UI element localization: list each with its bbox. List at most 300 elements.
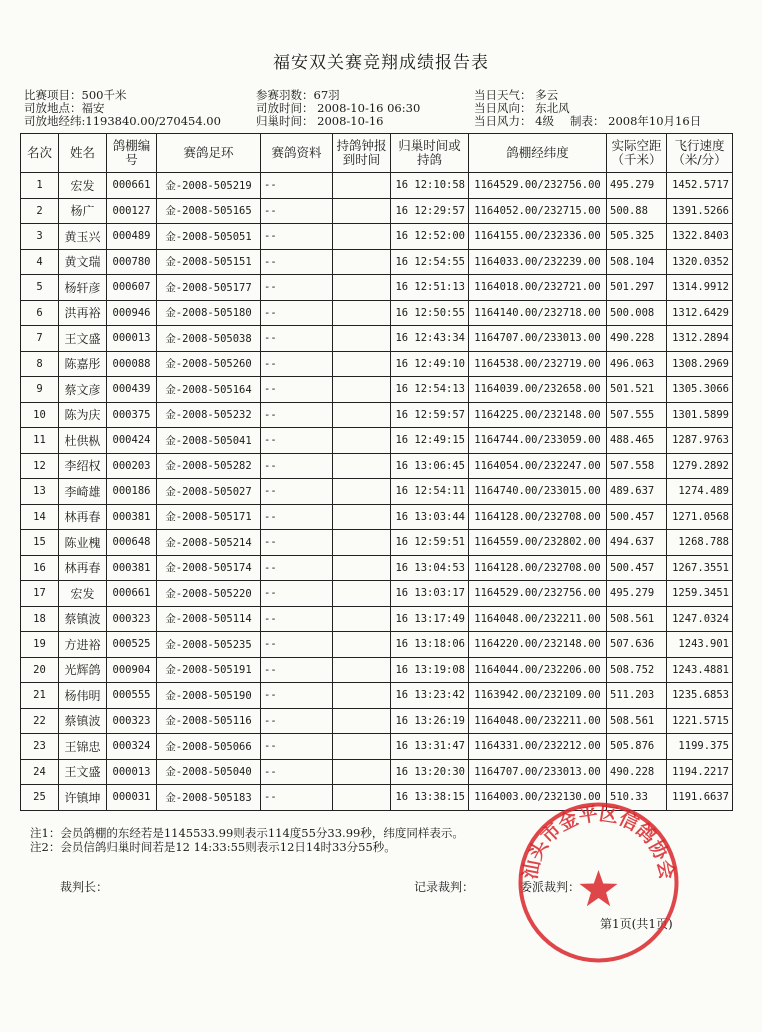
coordinates-cell: 1164018.00/232721.00 xyxy=(469,275,607,301)
distance-cell: 505.876 xyxy=(607,734,667,760)
speed-cell: 1221.5715 xyxy=(667,708,733,734)
coordinates-cell: 1164128.00/232708.00 xyxy=(469,504,607,530)
table-header-row xyxy=(21,134,733,173)
ring-cell: 金-2008-505235 xyxy=(157,632,261,658)
return-date: 归巢时间： 2008-10-16 xyxy=(256,114,384,128)
return-time-cell: 16 13:38:15 xyxy=(391,785,469,811)
return-time-cell: 16 12:49:10 xyxy=(391,351,469,377)
speed-cell: 1452.5717 xyxy=(667,173,733,199)
ring-cell: 金-2008-505116 xyxy=(157,708,261,734)
distance-cell: 500.008 xyxy=(607,300,667,326)
speed-cell: 1279.2892 xyxy=(667,453,733,479)
rank-cell: 1 xyxy=(21,173,59,199)
pigeon-info-cell: -- xyxy=(261,530,333,556)
distance-cell: 500.457 xyxy=(607,555,667,581)
name-cell: 杨轩彦 xyxy=(59,275,107,301)
notes xyxy=(30,826,464,854)
coordinates-cell: 1164039.00/232658.00 xyxy=(469,377,607,403)
header-ring: 赛鸽足环 xyxy=(157,134,261,173)
delegate-judge-label: 委派裁判： xyxy=(520,880,581,894)
ring-cell: 金-2008-505038 xyxy=(157,326,261,352)
coordinates-cell: 1164220.00/232148.00 xyxy=(469,632,607,658)
return-time-cell: 16 13:19:08 xyxy=(391,657,469,683)
ring-cell: 金-2008-505051 xyxy=(157,224,261,250)
speed-cell: 1199.375 xyxy=(667,734,733,760)
name-cell: 蔡文彦 xyxy=(59,377,107,403)
speed-cell: 1247.0324 xyxy=(667,606,733,632)
note-2: 注2：会员信鸽归巢时间若是12 14:33:55则表示12日14时33分55秒。 xyxy=(30,840,396,854)
pigeon-info-cell: -- xyxy=(261,377,333,403)
rank-cell: 23 xyxy=(21,734,59,760)
pigeon-info-cell: -- xyxy=(261,632,333,658)
rank-cell: 4 xyxy=(21,249,59,275)
loft-id-cell: 000525 xyxy=(107,632,157,658)
coordinates-cell: 1164054.00/232247.00 xyxy=(469,453,607,479)
clock-time-cell xyxy=(333,275,391,301)
pigeon-info-cell: -- xyxy=(261,224,333,250)
distance-cell: 510.33 xyxy=(607,785,667,811)
coordinates-cell: 1164048.00/232211.00 xyxy=(469,708,607,734)
release-coordinates: 司放地经纬:1193840.00/270454.00 xyxy=(24,114,221,128)
distance-cell: 490.228 xyxy=(607,759,667,785)
coordinates-cell: 1164538.00/232719.00 xyxy=(469,351,607,377)
pigeon-info-cell: -- xyxy=(261,734,333,760)
rank-cell: 18 xyxy=(21,606,59,632)
name-cell: 王文盛 xyxy=(59,759,107,785)
pigeon-info-cell: -- xyxy=(261,351,333,377)
svg-text:汕头市金平区信鸽协会 xyxy=(518,803,679,881)
speed-cell: 1314.9912 xyxy=(667,275,733,301)
return-time-cell: 16 12:51:13 xyxy=(391,275,469,301)
return-time-cell: 16 12:54:13 xyxy=(391,377,469,403)
rank-cell: 21 xyxy=(21,683,59,709)
loft-id-cell: 000323 xyxy=(107,606,157,632)
loft-id-cell: 000424 xyxy=(107,428,157,454)
pigeon-info-cell: -- xyxy=(261,581,333,607)
return-time-cell: 16 12:43:34 xyxy=(391,326,469,352)
name-cell: 杨伟明 xyxy=(59,683,107,709)
table-row xyxy=(21,453,733,479)
speed-cell: 1259.3451 xyxy=(667,581,733,607)
release-location: 司放地点：福安 xyxy=(24,101,105,115)
rank-cell: 12 xyxy=(21,453,59,479)
speed-cell: 1235.6853 xyxy=(667,683,733,709)
meta-middle xyxy=(256,89,420,128)
coordinates-cell: 1163942.00/232109.00 xyxy=(469,683,607,709)
name-cell: 宏发 xyxy=(59,173,107,199)
distance-cell: 507.558 xyxy=(607,453,667,479)
ring-cell: 金-2008-505214 xyxy=(157,530,261,556)
loft-id-cell: 000323 xyxy=(107,708,157,734)
ring-cell: 金-2008-505220 xyxy=(157,581,261,607)
return-time-cell: 16 13:04:53 xyxy=(391,555,469,581)
pigeon-info-cell: -- xyxy=(261,198,333,224)
clock-time-cell xyxy=(333,351,391,377)
distance-cell: 508.752 xyxy=(607,657,667,683)
clock-time-cell xyxy=(333,198,391,224)
loft-id-cell: 000031 xyxy=(107,785,157,811)
name-cell: 陈为庆 xyxy=(59,402,107,428)
ring-cell: 金-2008-505183 xyxy=(157,785,261,811)
pigeon-info-cell: -- xyxy=(261,402,333,428)
wind-force: 当日风力： 4级 xyxy=(474,114,554,128)
distance-cell: 495.279 xyxy=(607,173,667,199)
ring-cell: 金-2008-505232 xyxy=(157,402,261,428)
table-row xyxy=(21,708,733,734)
speed-cell: 1391.5266 xyxy=(667,198,733,224)
return-time-cell: 16 13:31:47 xyxy=(391,734,469,760)
rank-cell: 10 xyxy=(21,402,59,428)
table-row xyxy=(21,606,733,632)
rank-cell: 19 xyxy=(21,632,59,658)
pigeon-info-cell: -- xyxy=(261,453,333,479)
table-row xyxy=(21,249,733,275)
distance-cell: 500.88 xyxy=(607,198,667,224)
speed-cell: 1243.901 xyxy=(667,632,733,658)
ring-cell: 金-2008-505260 xyxy=(157,351,261,377)
ring-cell: 金-2008-505114 xyxy=(157,606,261,632)
coordinates-cell: 1164140.00/232718.00 xyxy=(469,300,607,326)
ring-cell: 金-2008-505177 xyxy=(157,275,261,301)
chief-judge-label: 裁判长： xyxy=(60,880,109,894)
ring-cell: 金-2008-505191 xyxy=(157,657,261,683)
coordinates-cell: 1164003.00/232130.00 xyxy=(469,785,607,811)
table-row xyxy=(21,402,733,428)
distance-cell: 500.457 xyxy=(607,504,667,530)
coordinates-cell: 1164559.00/232802.00 xyxy=(469,530,607,556)
ring-cell: 金-2008-505180 xyxy=(157,300,261,326)
clock-time-cell xyxy=(333,224,391,250)
clock-time-cell xyxy=(333,657,391,683)
distance-cell: 508.104 xyxy=(607,249,667,275)
table-row xyxy=(21,173,733,199)
speed-cell: 1268.788 xyxy=(667,530,733,556)
header-speed: 飞行速度（米/分） xyxy=(667,134,733,173)
made-date: 制表： 2008年10月16日 xyxy=(570,114,702,128)
coordinates-cell: 1164331.00/232212.00 xyxy=(469,734,607,760)
coordinates-cell: 1164740.00/233015.00 xyxy=(469,479,607,505)
clock-time-cell xyxy=(333,300,391,326)
pigeon-info-cell: -- xyxy=(261,657,333,683)
name-cell: 杜供枞 xyxy=(59,428,107,454)
coordinates-cell: 1164529.00/232756.00 xyxy=(469,581,607,607)
rank-cell: 17 xyxy=(21,581,59,607)
note-1: 注1：会员鸽棚的东经若是1145533.99则表示114度55分33.99秒，纬度同样表示。 xyxy=(30,826,464,840)
distance-cell: 490.228 xyxy=(607,326,667,352)
name-cell: 蔡镇波 xyxy=(59,708,107,734)
name-cell: 黄文瑞 xyxy=(59,249,107,275)
pigeon-info-cell: -- xyxy=(261,300,333,326)
clock-time-cell xyxy=(333,555,391,581)
return-time-cell: 16 13:18:06 xyxy=(391,632,469,658)
table-row xyxy=(21,479,733,505)
table-row xyxy=(21,530,733,556)
distance-cell: 501.297 xyxy=(607,275,667,301)
name-cell: 光辉鸽 xyxy=(59,657,107,683)
loft-id-cell: 000324 xyxy=(107,734,157,760)
table-row xyxy=(21,759,733,785)
coordinates-cell: 1164048.00/232211.00 xyxy=(469,606,607,632)
loft-id-cell: 000661 xyxy=(107,173,157,199)
loft-id-cell: 000013 xyxy=(107,759,157,785)
clock-time-cell xyxy=(333,479,391,505)
return-time-cell: 16 12:59:57 xyxy=(391,402,469,428)
name-cell: 蔡镇波 xyxy=(59,606,107,632)
ring-cell: 金-2008-505027 xyxy=(157,479,261,505)
rank-cell: 8 xyxy=(21,351,59,377)
return-time-cell: 16 12:54:55 xyxy=(391,249,469,275)
report-title: 福安双关赛竞翔成绩报告表 xyxy=(273,53,489,73)
return-time-cell: 16 12:29:57 xyxy=(391,198,469,224)
table-row xyxy=(21,377,733,403)
loft-id-cell: 000375 xyxy=(107,402,157,428)
rank-cell: 14 xyxy=(21,504,59,530)
coordinates-cell: 1164529.00/232756.00 xyxy=(469,173,607,199)
loft-id-cell: 000607 xyxy=(107,275,157,301)
name-cell: 王锦忠 xyxy=(59,734,107,760)
rank-cell: 7 xyxy=(21,326,59,352)
header-pigeon-info: 赛鸽资料 xyxy=(261,134,333,173)
speed-cell: 1287.9763 xyxy=(667,428,733,454)
return-time-cell: 16 12:52:00 xyxy=(391,224,469,250)
name-cell: 方进裕 xyxy=(59,632,107,658)
distance-cell: 488.465 xyxy=(607,428,667,454)
pigeon-info-cell: -- xyxy=(261,479,333,505)
header-rank: 名次 xyxy=(21,134,59,173)
header-name: 姓名 xyxy=(59,134,107,173)
meta-right xyxy=(474,89,570,128)
table-row xyxy=(21,300,733,326)
coordinates-cell: 1164707.00/233013.00 xyxy=(469,759,607,785)
clock-time-cell xyxy=(333,759,391,785)
loft-id-cell: 000946 xyxy=(107,300,157,326)
pigeon-info-cell: -- xyxy=(261,683,333,709)
speed-cell: 1312.6429 xyxy=(667,300,733,326)
distance-cell: 511.203 xyxy=(607,683,667,709)
distance-cell: 507.636 xyxy=(607,632,667,658)
return-time-cell: 16 13:06:45 xyxy=(391,453,469,479)
loft-id-cell: 000381 xyxy=(107,555,157,581)
clock-time-cell xyxy=(333,249,391,275)
loft-id-cell: 000439 xyxy=(107,377,157,403)
coordinates-cell: 1164225.00/232148.00 xyxy=(469,402,607,428)
loft-id-cell: 000780 xyxy=(107,249,157,275)
weather: 当日天气： 多云 xyxy=(474,88,559,102)
clock-time-cell xyxy=(333,428,391,454)
coordinates-cell: 1164128.00/232708.00 xyxy=(469,555,607,581)
ring-cell: 金-2008-505190 xyxy=(157,683,261,709)
association-seal xyxy=(516,800,681,965)
rank-cell: 22 xyxy=(21,708,59,734)
return-time-cell: 16 13:17:49 xyxy=(391,606,469,632)
table-row xyxy=(21,581,733,607)
loft-id-cell: 000555 xyxy=(107,683,157,709)
pigeon-info-cell: -- xyxy=(261,606,333,632)
pigeon-info-cell: -- xyxy=(261,785,333,811)
rank-cell: 5 xyxy=(21,275,59,301)
table-row xyxy=(21,683,733,709)
speed-cell: 1271.0568 xyxy=(667,504,733,530)
loft-id-cell: 000127 xyxy=(107,198,157,224)
loft-id-cell: 000904 xyxy=(107,657,157,683)
pigeon-info-cell: -- xyxy=(261,249,333,275)
clock-time-cell xyxy=(333,326,391,352)
pigeon-info-cell: -- xyxy=(261,708,333,734)
ring-cell: 金-2008-505164 xyxy=(157,377,261,403)
ring-cell: 金-2008-505165 xyxy=(157,198,261,224)
release-time: 司放时间： 2008-10-16 06:30 xyxy=(256,101,421,115)
coordinates-cell: 1164155.00/232336.00 xyxy=(469,224,607,250)
page-number: 第1页(共1页) xyxy=(600,917,673,931)
rank-cell: 11 xyxy=(21,428,59,454)
return-time-cell: 16 12:49:15 xyxy=(391,428,469,454)
name-cell: 许镇坤 xyxy=(59,785,107,811)
ring-cell: 金-2008-505171 xyxy=(157,504,261,530)
return-time-cell: 16 12:59:51 xyxy=(391,530,469,556)
ring-cell: 金-2008-505219 xyxy=(157,173,261,199)
ring-cell: 金-2008-505282 xyxy=(157,453,261,479)
distance-cell: 495.279 xyxy=(607,581,667,607)
name-cell: 王文盛 xyxy=(59,326,107,352)
loft-id-cell: 000203 xyxy=(107,453,157,479)
table-row xyxy=(21,428,733,454)
coordinates-cell: 1164744.00/233059.00 xyxy=(469,428,607,454)
distance-cell: 508.561 xyxy=(607,606,667,632)
name-cell: 宏发 xyxy=(59,581,107,607)
seal-text: 汕头市金平区信鸽协会 xyxy=(519,802,678,882)
rank-cell: 20 xyxy=(21,657,59,683)
distance-cell: 505.325 xyxy=(607,224,667,250)
loft-id-cell: 000381 xyxy=(107,504,157,530)
return-time-cell: 16 13:03:17 xyxy=(391,581,469,607)
clock-time-cell xyxy=(333,173,391,199)
ring-cell: 金-2008-505040 xyxy=(157,759,261,785)
race-distance: 比赛项目：500千米 xyxy=(24,88,127,102)
header-clock-time: 持鸽钟报到时间 xyxy=(333,134,391,173)
speed-cell: 1322.8403 xyxy=(667,224,733,250)
coordinates-cell: 1164044.00/232206.00 xyxy=(469,657,607,683)
pigeon-info-cell: -- xyxy=(261,555,333,581)
table-row xyxy=(21,224,733,250)
loft-id-cell: 000489 xyxy=(107,224,157,250)
distance-cell: 489.637 xyxy=(607,479,667,505)
clock-time-cell xyxy=(333,785,391,811)
speed-cell: 1191.6637 xyxy=(667,785,733,811)
table-row xyxy=(21,555,733,581)
clock-time-cell xyxy=(333,504,391,530)
table-row xyxy=(21,734,733,760)
clock-time-cell xyxy=(333,402,391,428)
rank-cell: 6 xyxy=(21,300,59,326)
table-row xyxy=(21,632,733,658)
rank-cell: 3 xyxy=(21,224,59,250)
clock-time-cell xyxy=(333,632,391,658)
loft-id-cell: 000013 xyxy=(107,326,157,352)
name-cell: 洪再裕 xyxy=(59,300,107,326)
header-distance: 实际空距（千米） xyxy=(607,134,667,173)
name-cell: 林再春 xyxy=(59,555,107,581)
coordinates-cell: 1164033.00/232239.00 xyxy=(469,249,607,275)
pigeon-info-cell: -- xyxy=(261,275,333,301)
rank-cell: 24 xyxy=(21,759,59,785)
table-row xyxy=(21,198,733,224)
speed-cell: 1267.3551 xyxy=(667,555,733,581)
coordinates-cell: 1164707.00/233013.00 xyxy=(469,326,607,352)
table-row xyxy=(21,275,733,301)
pigeon-info-cell: -- xyxy=(261,326,333,352)
speed-cell: 1243.4881 xyxy=(667,657,733,683)
name-cell: 陈嘉彤 xyxy=(59,351,107,377)
rank-cell: 15 xyxy=(21,530,59,556)
return-time-cell: 16 13:23:42 xyxy=(391,683,469,709)
rank-cell: 25 xyxy=(21,785,59,811)
clock-time-cell xyxy=(333,377,391,403)
coordinates-cell: 1164052.00/232715.00 xyxy=(469,198,607,224)
clock-time-cell xyxy=(333,683,391,709)
distance-cell: 496.063 xyxy=(607,351,667,377)
header-coordinates: 鸽棚经纬度 xyxy=(469,134,607,173)
table-row xyxy=(21,351,733,377)
clock-time-cell xyxy=(333,708,391,734)
wind-direction: 当日风向： 东北风 xyxy=(474,101,570,115)
clock-time-cell xyxy=(333,581,391,607)
meta-left xyxy=(24,89,221,128)
pigeon-info-cell: -- xyxy=(261,504,333,530)
speed-cell: 1274.489 xyxy=(667,479,733,505)
header-loft-id: 鸽棚编号 xyxy=(107,134,157,173)
clock-time-cell xyxy=(333,734,391,760)
return-time-cell: 16 12:10:58 xyxy=(391,173,469,199)
name-cell: 林再春 xyxy=(59,504,107,530)
name-cell: 黄玉兴 xyxy=(59,224,107,250)
speed-cell: 1308.2969 xyxy=(667,351,733,377)
clock-time-cell xyxy=(333,606,391,632)
rank-cell: 9 xyxy=(21,377,59,403)
table-row xyxy=(21,657,733,683)
pigeon-info-cell: -- xyxy=(261,173,333,199)
speed-cell: 1312.2894 xyxy=(667,326,733,352)
distance-cell: 501.521 xyxy=(607,377,667,403)
speed-cell: 1305.3066 xyxy=(667,377,733,403)
header-return-time: 归巢时间或持鸽 xyxy=(391,134,469,173)
name-cell: 李崎雄 xyxy=(59,479,107,505)
clock-time-cell xyxy=(333,453,391,479)
loft-id-cell: 000648 xyxy=(107,530,157,556)
loft-id-cell: 000186 xyxy=(107,479,157,505)
rank-cell: 16 xyxy=(21,555,59,581)
rank-cell: 13 xyxy=(21,479,59,505)
entry-count: 参赛羽数：67羽 xyxy=(256,88,340,102)
return-time-cell: 16 13:03:44 xyxy=(391,504,469,530)
ring-cell: 金-2008-505151 xyxy=(157,249,261,275)
name-cell: 杨广 xyxy=(59,198,107,224)
pigeon-info-cell: -- xyxy=(261,759,333,785)
results-table xyxy=(20,133,733,811)
recording-judge-label: 记录裁判： xyxy=(414,880,475,894)
ring-cell: 金-2008-505041 xyxy=(157,428,261,454)
return-time-cell: 16 13:20:30 xyxy=(391,759,469,785)
distance-cell: 494.637 xyxy=(607,530,667,556)
clock-time-cell xyxy=(333,530,391,556)
loft-id-cell: 000661 xyxy=(107,581,157,607)
name-cell: 陈业槐 xyxy=(59,530,107,556)
return-time-cell: 16 12:50:55 xyxy=(391,300,469,326)
table-row xyxy=(21,504,733,530)
return-time-cell: 16 12:54:11 xyxy=(391,479,469,505)
speed-cell: 1301.5899 xyxy=(667,402,733,428)
speed-cell: 1194.2217 xyxy=(667,759,733,785)
return-time-cell: 16 13:26:19 xyxy=(391,708,469,734)
